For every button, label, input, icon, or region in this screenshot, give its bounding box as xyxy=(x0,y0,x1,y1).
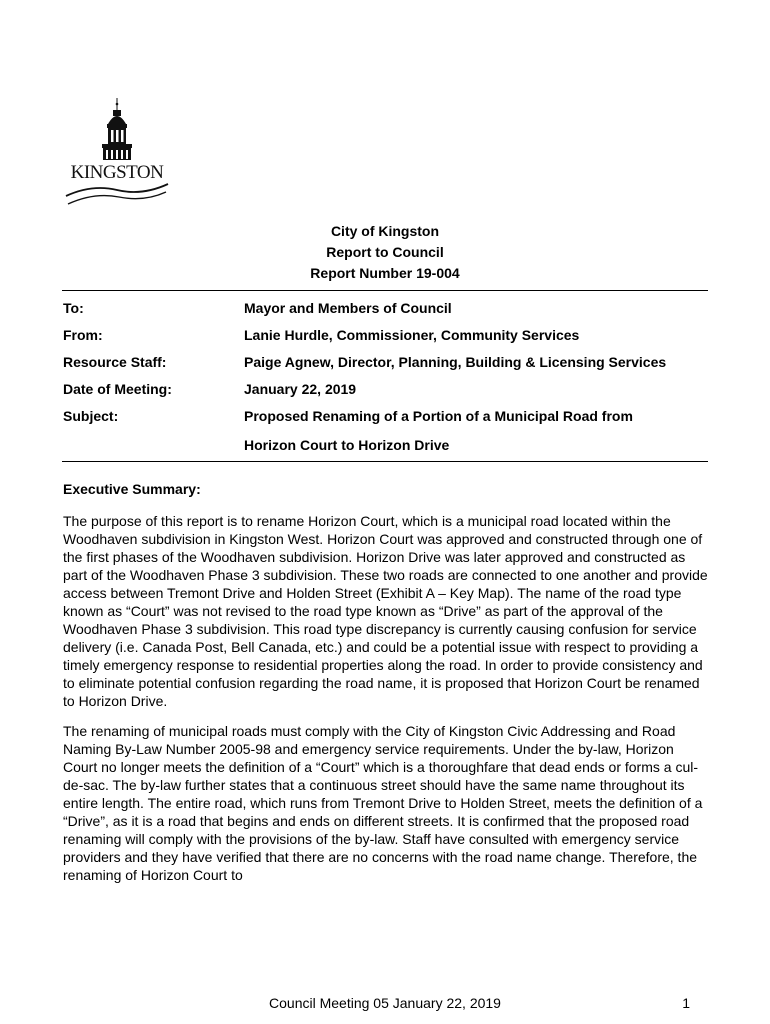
meta-row-from xyxy=(63,324,708,346)
meta-value: Lanie Hurdle, Commissioner, Community Services xyxy=(244,327,580,343)
logo-wordmark: KINGSTON xyxy=(70,162,164,183)
summary-paragraph: The purpose of this report is to rename Horizon Court, which is a municipal road located within the Woodhaven subdivision in Kingston West. Horizon Court was approved and constructed through one of the first phases of the Woodhaven subdivision. Horizon Drive was later approved and constructed as part of the Woodhaven Phase 3 subdivision. These two roads are connected to one another and provide access between Tremont Drive and Holden Street (Exhibit A – Key Map). The name of the road type known as “Court” was not revised to the road type known as “Drive” as part of the approval of the Woodhaven Phase 3 subdivision. This road type discrepancy is currently causing confusion for service delivery (i.e. Canada Post, Bell Canada, etc.) and could be a potential issue with respect to providing a timely emergency response to residential properties along the road. In order to provide consistency and to eliminate potential confusion regarding the road name, it is proposed that Horizon Court be renamed to Horizon Drive. xyxy=(63,513,708,709)
meta-row-resource-staff xyxy=(63,351,708,373)
footer-page-number: 1 xyxy=(682,995,690,1011)
report-header xyxy=(0,221,770,284)
meta-label: Date of Meeting: xyxy=(63,381,172,397)
meta-value: Mayor and Members of Council xyxy=(244,300,452,316)
footer-meeting-info: Council Meeting 05 January 22, 2019 xyxy=(269,995,501,1011)
meta-row-subject xyxy=(63,405,708,456)
meta-label: To: xyxy=(63,300,84,316)
meta-value: January 22, 2019 xyxy=(244,381,357,397)
meta-label: Resource Staff: xyxy=(63,354,167,370)
city-hall-dome-icon xyxy=(62,96,172,208)
executive-summary-body xyxy=(63,512,711,896)
meta-row-date xyxy=(63,378,708,400)
meta-row-to xyxy=(63,297,708,319)
meta-value: Paige Agnew, Director, Planning, Building & Licensing Services xyxy=(244,354,667,370)
executive-summary-heading: Executive Summary: xyxy=(63,481,201,497)
report-type-title: Report to Council xyxy=(326,244,444,260)
report-number: Report Number 19-004 xyxy=(310,265,460,281)
header-divider-top xyxy=(62,290,708,291)
subject-line-1: Proposed Renaming of a Portion of a Municipal Road from xyxy=(244,408,633,424)
summary-paragraph: The renaming of municipal roads must comply with the City of Kingston Civic Addressing and Road Naming By-Law Number 2005-98 and emergency service requirements. Under the by-law, Horizon Court no longer meets the definition of a “Court” which is a thoroughfare that dead ends or forms a cul-de-sac. The by-law further states that a continuous street should have the same name throughout its entire length. The entire road, which runs from Tremont Drive to Holden Street, meets the definition of a “Drive”, as it is a road that begins and ends on different streets. It is confirmed that the proposed road renaming will comply with the provisions of the by-law. Staff have consulted with emergency service providers and they have verified that there are no concerns with the road name change. Therefore, the renaming of Horizon Court to xyxy=(63,723,703,883)
subject-line-2: Horizon Court to Horizon Drive xyxy=(244,437,450,453)
meta-value xyxy=(244,405,708,456)
meta-label: From: xyxy=(63,327,103,343)
meta-label: Subject: xyxy=(63,408,119,424)
kingston-logo xyxy=(62,96,172,208)
header-divider-bottom xyxy=(62,461,708,462)
report-meta xyxy=(63,297,708,461)
report-org-title: City of Kingston xyxy=(330,223,440,239)
